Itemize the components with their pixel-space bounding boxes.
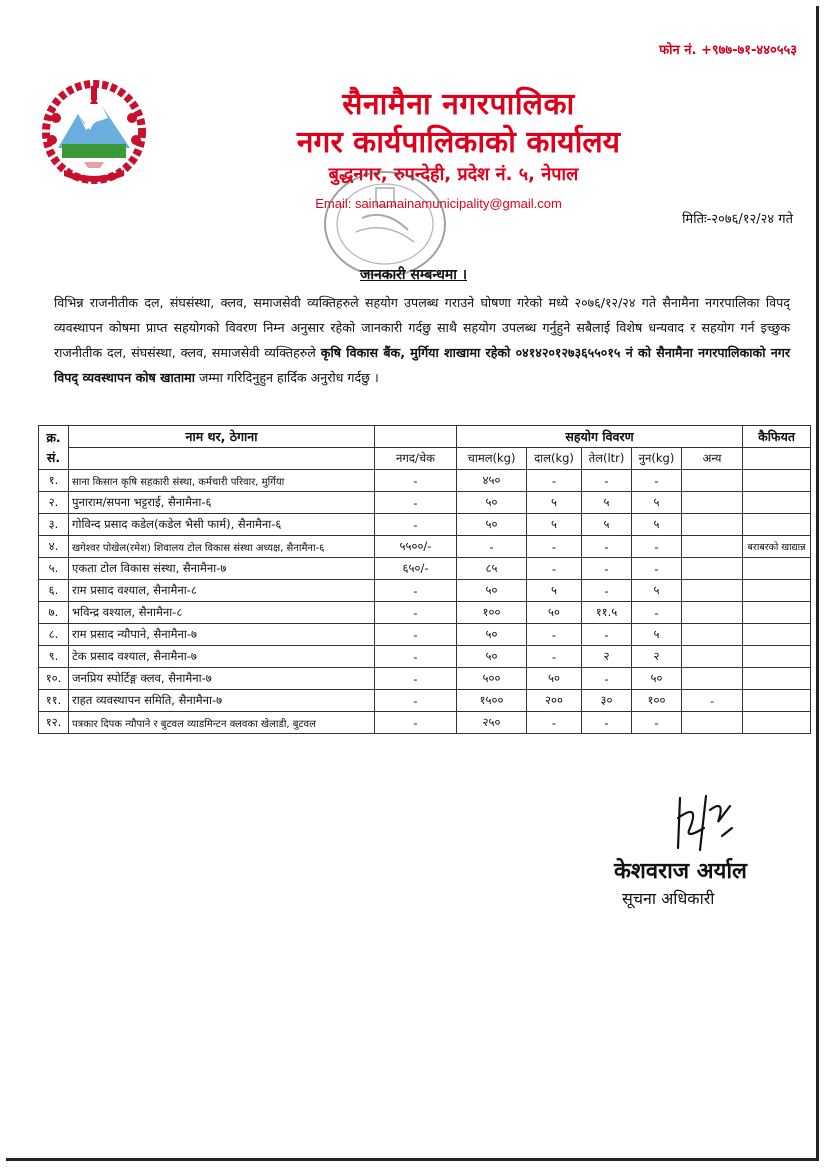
row-cash: ५५००/-: [375, 536, 457, 558]
row-other: [682, 514, 743, 536]
header-salt: नुन(kg): [632, 448, 682, 470]
row-dal: -: [527, 536, 582, 558]
row-sn: ३.: [39, 514, 69, 536]
row-sn: ६.: [39, 580, 69, 602]
row-remark: [743, 690, 811, 712]
row-other: [682, 558, 743, 580]
row-cash: -: [375, 690, 457, 712]
row-remark: [743, 580, 811, 602]
row-dal: ५: [527, 514, 582, 536]
row-cash: -: [375, 712, 457, 734]
row-name: खगेश्वर पोखेल(रमेश) शिवालय टोल विकास संस्था अध्यक्ष, सैनामैना-६: [69, 536, 375, 558]
header-rice: चामल(kg): [457, 448, 527, 470]
row-sn: ११.: [39, 690, 69, 712]
row-sn: १०.: [39, 668, 69, 690]
header-sn: क्र. सं.: [39, 426, 69, 470]
row-remark: [743, 492, 811, 514]
table-row: [39, 624, 811, 646]
row-dal: ५०: [527, 602, 582, 624]
row-name: एकता टोल विकास संस्था, सैनामैना-७: [69, 558, 375, 580]
row-oil: -: [582, 536, 632, 558]
row-dal: ५०: [527, 668, 582, 690]
row-dal: -: [527, 646, 582, 668]
row-cash: -: [375, 514, 457, 536]
row-dal: -: [527, 558, 582, 580]
row-sn: ८.: [39, 624, 69, 646]
row-salt: १००: [632, 690, 682, 712]
row-dal: ५: [527, 580, 582, 602]
office-name: नगर कार्यपालिकाको कार्यालय: [296, 125, 621, 160]
row-sn: ७.: [39, 602, 69, 624]
header-remarks: कैफियत: [743, 426, 811, 448]
row-remark: बराबरको खाद्यान्न: [743, 536, 811, 558]
table-subheader-row: [39, 448, 811, 470]
row-name: भविन्द्र वश्याल, सैनामैना-८: [69, 602, 375, 624]
row-cash: -: [375, 580, 457, 602]
row-remark: [743, 470, 811, 492]
row-other: [682, 668, 743, 690]
row-remark: [743, 514, 811, 536]
row-cash: -: [375, 470, 457, 492]
row-oil: -: [582, 470, 632, 492]
row-other: [682, 536, 743, 558]
table-row: [39, 646, 811, 668]
office-email: Email: sainamainamunicipality@gmail.com: [315, 196, 562, 211]
row-name: राहत व्यवस्थापन समिति, सैनामैना-७: [69, 690, 375, 712]
table-row: [39, 514, 811, 536]
row-cash: -: [375, 668, 457, 690]
row-salt: -: [632, 558, 682, 580]
row-other: -: [682, 690, 743, 712]
row-name: गोविन्द प्रसाद कडेल(कडेल भैसी फार्म), सैनामैना-६: [69, 514, 375, 536]
row-salt: २: [632, 646, 682, 668]
row-sn: ४.: [39, 536, 69, 558]
row-name: राम प्रसाद वश्याल, सैनामैना-८: [69, 580, 375, 602]
row-remark: [743, 602, 811, 624]
row-other: [682, 470, 743, 492]
row-cash: -: [375, 624, 457, 646]
table-row: [39, 536, 811, 558]
row-other: [682, 712, 743, 734]
letter-subject: जानकारी सम्बन्धमा ।: [359, 267, 468, 283]
row-rice: २५०: [457, 712, 527, 734]
row-rice: -: [457, 536, 527, 558]
header-name: नाम थर, ठेगाना: [69, 426, 375, 448]
row-name: टेक प्रसाद वश्याल, सैनामैना-७: [69, 646, 375, 668]
row-dal: -: [527, 470, 582, 492]
signature-icon: [660, 788, 750, 858]
body-text-part1: विभिन्न राजनीतीक दल, संघसंस्था, क्लव, समाजसेवी व्यक्तिहरुले सहयोग उपलब्ध गराउने घोषणा गरेको मध्ये २०७६/१२/२४ गते सैनामैना नगरपालिका विपद् व्यवस्थापन कोषमा प्राप्त सहयोगको विवरण निम्न अनुसार रहेको जानकारी गर्दछु साथै सहयोग उपलब्ध गर्नुहुने सबैलाई विशेष धन्यवाद र सहयोग गर्न इच्छुक राजनीतीक दल, संघसंस्था, क्लव, समाजसेवी व्यक्तिहरुले: [54, 295, 790, 360]
table-row: [39, 470, 811, 492]
row-name: राम प्रसाद न्यौपाने, सैनामैना-७: [69, 624, 375, 646]
table-row: [39, 580, 811, 602]
table-row: [39, 558, 811, 580]
row-remark: [743, 668, 811, 690]
row-name: पुनाराम/सपना भट्टराई, सैनामैना-६: [69, 492, 375, 514]
row-oil: २: [582, 646, 632, 668]
header-other: अन्य: [682, 448, 743, 470]
table-row: [39, 712, 811, 734]
row-remark: [743, 646, 811, 668]
row-other: [682, 580, 743, 602]
row-sn: १२.: [39, 712, 69, 734]
signer-name: केशवराज अर्याल: [614, 859, 747, 884]
row-cash: -: [375, 646, 457, 668]
signer-designation: सूचना अधिकारी: [622, 889, 715, 908]
row-oil: -: [582, 712, 632, 734]
header-cash: नगद/चेक: [375, 448, 457, 470]
row-oil: ३०: [582, 690, 632, 712]
row-cash: -: [375, 492, 457, 514]
row-salt: ५: [632, 580, 682, 602]
office-address: बुद्धनगर, रुपन्देही, प्रदेश नं. ५, नेपाल: [328, 164, 579, 185]
row-dal: -: [527, 712, 582, 734]
row-salt: ५: [632, 492, 682, 514]
header-support: सहयोग विवरण: [457, 426, 743, 448]
row-sn: ५.: [39, 558, 69, 580]
row-salt: -: [632, 712, 682, 734]
row-name: साना किसान कृषि सहकारी संस्था, कर्मचारी परिवार, मुर्गिया: [69, 470, 375, 492]
table-row: [39, 668, 811, 690]
row-salt: ५०: [632, 668, 682, 690]
row-oil: ११.५: [582, 602, 632, 624]
letter-date: मितिः-२०७६/१२/२४ गते: [682, 212, 793, 227]
row-dal: -: [527, 624, 582, 646]
row-other: [682, 602, 743, 624]
row-cash: ६५०/-: [375, 558, 457, 580]
table-row: [39, 602, 811, 624]
municipality-name: सैनामैना नगरपालिका: [342, 87, 575, 122]
row-salt: -: [632, 602, 682, 624]
row-rice: ५००: [457, 668, 527, 690]
row-remark: [743, 624, 811, 646]
table-row: [39, 492, 811, 514]
row-oil: -: [582, 668, 632, 690]
row-rice: १००: [457, 602, 527, 624]
row-remark: [743, 558, 811, 580]
row-rice: ५०: [457, 624, 527, 646]
row-rice: ५०: [457, 514, 527, 536]
row-sn: १.: [39, 470, 69, 492]
bank-account-info: कृषि विकास बैंक, मुर्गिया शाखामा रहेको ०४१४२०१२७३६५५०१५ नं को सैनामैना नगरपालिकाको नगर विपद् व्यवस्थापन कोष खातामा: [54, 345, 791, 385]
row-remark: [743, 712, 811, 734]
row-cash: -: [375, 602, 457, 624]
row-oil: -: [582, 558, 632, 580]
row-name: पत्रकार दिपक न्यौपाने र बुटवल व्याडमिन्टन क्लवका खेलाडी, बुटवल: [69, 712, 375, 734]
row-rice: ५०: [457, 492, 527, 514]
row-oil: ५: [582, 492, 632, 514]
row-name: जनप्रिय स्पोर्टिङ्ग क्लव, सैनामैना-७: [69, 668, 375, 690]
header-oil: तेल(ltr): [582, 448, 632, 470]
row-sn: ९.: [39, 646, 69, 668]
body-text-part2: जम्मा गरिदिनुहुन हार्दिक अनुरोध गर्दछु ।: [194, 370, 379, 385]
row-sn: २.: [39, 492, 69, 514]
table-header-row: [39, 426, 811, 448]
letter-body: [54, 290, 790, 390]
header-dal: दाल(kg): [527, 448, 582, 470]
phone-number: फोन नं. +९७७-७१-४४०५५३: [659, 43, 797, 58]
office-stamp-icon: [322, 168, 448, 280]
row-rice: ४५०: [457, 470, 527, 492]
row-dal: ५: [527, 492, 582, 514]
row-salt: -: [632, 470, 682, 492]
row-other: [682, 646, 743, 668]
row-oil: -: [582, 624, 632, 646]
row-salt: -: [632, 536, 682, 558]
row-rice: १५००: [457, 690, 527, 712]
row-salt: ५: [632, 624, 682, 646]
row-oil: ५: [582, 514, 632, 536]
donation-table: [38, 425, 811, 734]
table-row: [39, 690, 811, 712]
row-salt: ५: [632, 514, 682, 536]
row-other: [682, 492, 743, 514]
row-oil: -: [582, 580, 632, 602]
row-dal: २००: [527, 690, 582, 712]
row-rice: ५०: [457, 646, 527, 668]
row-rice: ८५: [457, 558, 527, 580]
row-rice: ५०: [457, 580, 527, 602]
row-other: [682, 624, 743, 646]
